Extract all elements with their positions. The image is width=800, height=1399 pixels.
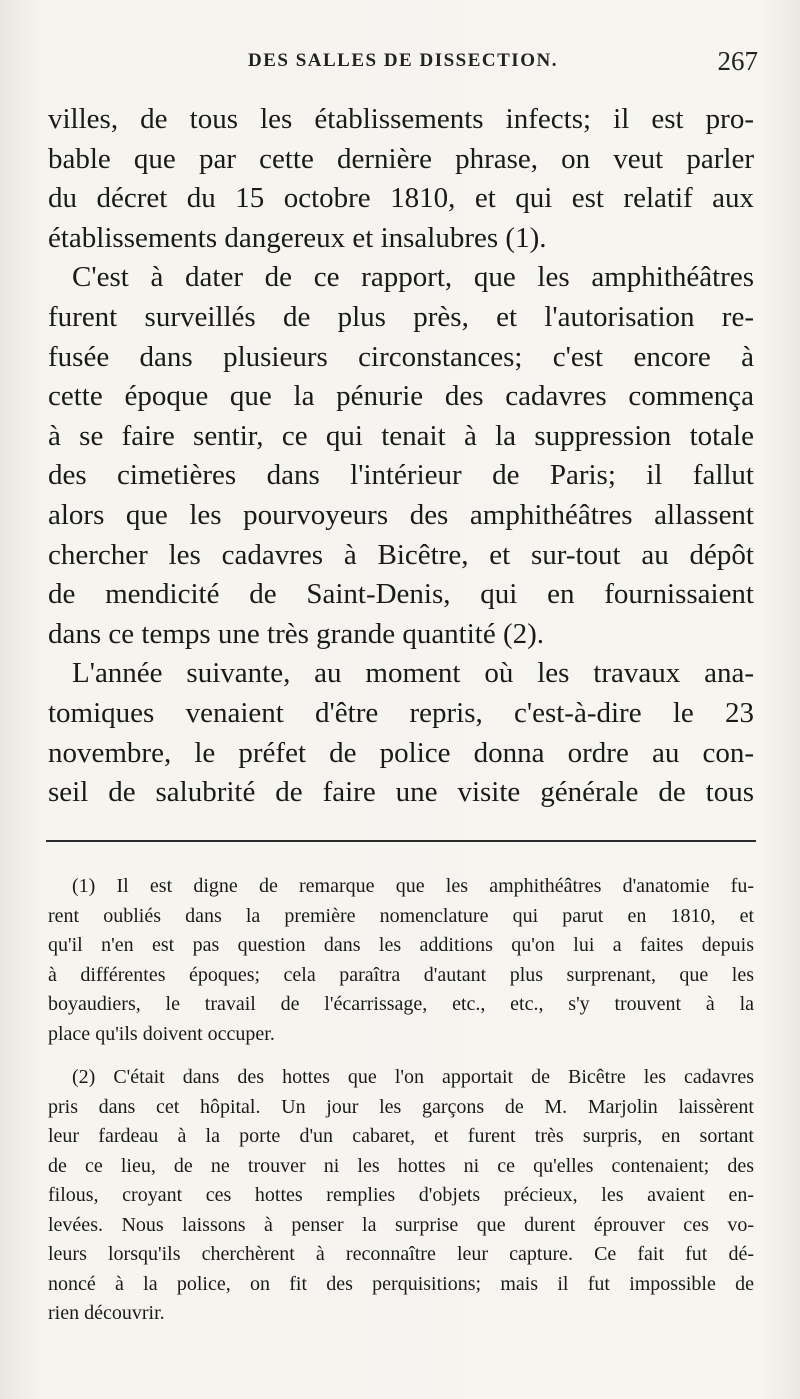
body-line: de mendicité de Saint-Denis, qui en fournissaient	[48, 578, 754, 611]
footnote-1	[48, 872, 754, 1049]
body-line: C'est à dater de ce rapport, que les amphithéâtres	[72, 261, 754, 294]
footnote-line: filous, croyant ces hottes remplies d'objets précieux, les avaient en-	[48, 1184, 754, 1206]
footnote-line: boyaudiers, le travail de l'écarrissage, etc., etc., s'y trouvent à la	[48, 993, 754, 1015]
body-text	[48, 100, 754, 813]
footnote-line: place qu'ils doivent occuper.	[48, 1022, 275, 1045]
footnote-line: levées. Nous laissons à penser la surprise que durent éprouver ces vo-	[48, 1213, 754, 1236]
running-title: DES SALLES DE DISSECTION.	[248, 50, 558, 71]
running-head	[48, 46, 758, 86]
footnote-line: à différentes époques; cela paraîtra d'autant plus surprenant, que les	[48, 963, 754, 986]
footnote-line: (1) Il est digne de remarque que les amphithéâtres d'anatomie fu-	[72, 875, 754, 897]
body-line: tomiques venaient d'être repris, c'est-à-dire le 23	[48, 696, 754, 729]
body-line: novembre, le préfet de police donna ordre au con-	[48, 736, 754, 769]
body-line: dans ce temps une très grande quantité (2).	[48, 617, 545, 650]
body-line: bable que par cette dernière phrase, on veut parler	[48, 142, 754, 175]
body-line: fusée dans plusieurs circonstances; c'est encore à	[48, 340, 754, 373]
footnote-line: noncé à la police, on fit des perquisitions; mais il fut impossible de	[48, 1272, 754, 1295]
footnote-line: qu'il n'en est pas question dans les additions qu'on lui a faites depuis	[48, 934, 754, 956]
footnote-line: leur fardeau à la porte d'un cabaret, et furent très surpris, en sortant	[48, 1125, 754, 1147]
footnote-line: de ce lieu, de ne trouver ni les hottes ni ce qu'elles contenaient; des	[48, 1154, 754, 1177]
body-line: à se faire sentir, ce qui tenait à la suppression totale	[48, 419, 754, 452]
footnote-line: pris dans cet hôpital. Un jour les garçons de M. Marjolin laissèrent	[48, 1095, 754, 1118]
body-line: alors que les pourvoyeurs des amphithéâtres allassent	[48, 498, 754, 531]
footnote-line: rent oubliés dans la première nomenclature qui parut en 1810, et	[48, 904, 754, 927]
body-line: des cimetières dans l'intérieur de Paris; il fallut	[48, 459, 754, 492]
body-line: seil de salubrité de faire une visite générale de tous	[48, 776, 754, 809]
body-line: du décret du 15 octobre 1810, et qui est relatif aux	[48, 182, 754, 215]
body-line: chercher les cadavres à Bicêtre, et sur-tout au dépôt	[48, 538, 754, 571]
page-number: 267	[717, 46, 758, 76]
footnote-line: (2) C'était dans des hottes que l'on apportait de Bicêtre les cadavres	[72, 1066, 754, 1088]
body-line: établissements dangereux et insalubres (1).	[48, 221, 547, 254]
body-line: cette époque que la pénurie des cadavres commença	[48, 380, 754, 413]
footnote-line: leurs lorsqu'ils cherchèrent à reconnaître leur capture. Ce fait fut dé-	[48, 1243, 754, 1265]
footnote-separator-rule	[46, 840, 756, 842]
body-line: villes, de tous les établissements infects; il est pro-	[48, 103, 754, 135]
footnote-2	[48, 1063, 754, 1329]
body-line: furent surveillés de plus près, et l'autorisation re-	[48, 300, 754, 333]
footnotes	[48, 872, 754, 1329]
footnote-line: rien découvrir.	[48, 1302, 165, 1324]
body-line: L'année suivante, au moment où les travaux ana-	[72, 657, 754, 690]
